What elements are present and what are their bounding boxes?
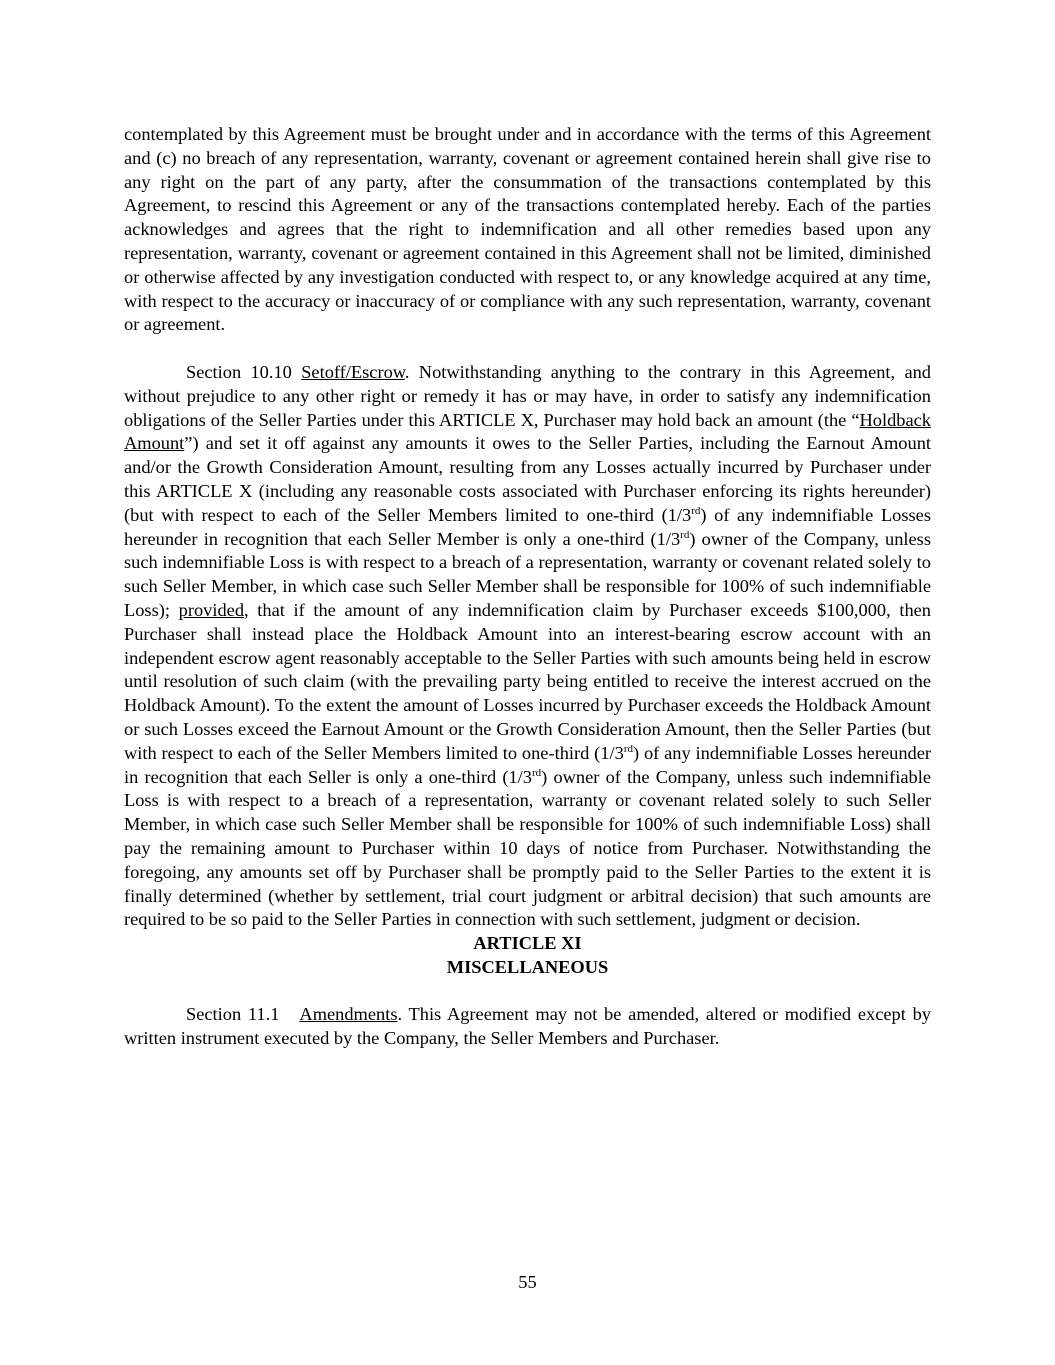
holdback-amount-term: Holdback Amount	[124, 409, 931, 454]
provided-term: provided	[178, 599, 245, 620]
section-10-10-text-5: , that if the amount of any indemnification claim by Purchaser exceeds $100,000, then Purchaser shall instead place the Holdback Amount into an interest-bearing escrow account with an independent escrow agent reasonably acceptable to the Seller Parties with such amounts being held in escrow until resolution of such claim (with the prevailing party being entitled to receive the interest accrued on the Holdback Amount). To the extent the amount of Losses incurred by Purchaser exceeds the Holdback Amount or such Losses exceed the Earnout Amount or the Growth Consideration Amount, then the Seller Parties (but with respect to each of the Seller Members limited to one-third (1/3	[124, 599, 931, 763]
page-number: 55	[518, 1272, 537, 1292]
superscript-rd: rd	[531, 766, 542, 779]
article-heading: ARTICLE XI	[473, 933, 582, 954]
section-10-10-text-6: ) of any indemnifiable Losses hereunder in recognition that each Seller is only a one-third (1/3	[124, 742, 931, 787]
section-11-1	[124, 1003, 931, 1051]
section-10-10-title: Setoff/Escrow	[301, 361, 405, 382]
section-10-10-text-3: ) of any indemnifiable Losses hereunder in recognition that each Seller Member is only a one-third (1/3	[124, 504, 932, 549]
section-10-10-number: Section 10.10	[186, 361, 292, 382]
section-10-10	[124, 361, 931, 932]
section-11-1-title: Amendments	[299, 1004, 398, 1025]
section-10-10-text-1: . Notwithstanding anything to the contrary in this Agreement, and without prejudice to any other right or remedy it has or may have, in order to satisfy any indemnification obligations of the Seller Parties under this ARTICLE X, Purchaser may hold back an amount (the “	[124, 361, 932, 430]
section-11-1-text: . This Agreement may not be amended, altered or modified except by written instrument executed by the Company, the Seller Members and Purchaser.	[124, 1004, 931, 1049]
section-10-10-text-2: ”) and set it off against any amounts it owes to the Seller Parties, including the Earnout Amount and/or the Growth Consideration Amount, resulting from any Losses actually incurred by Purchaser under this ARTICLE X (including any reasonable costs associated with Purchaser enforcing its rights hereunder) (but with respect to each of the Seller Members limited to one-third (1/3	[124, 433, 931, 525]
section-11-1-number: Section 11.1	[186, 1004, 280, 1025]
document-page	[124, 123, 931, 1051]
section-10-10-text-4: ) owner of the Company, unless such indemnifiable Loss is with respect to a breach of a representation, warranty or covenant related solely to such Seller Member, in which case such Seller Member shall be responsible for 100% of such indemnifiable Loss);	[124, 528, 931, 620]
superscript-rd: rd	[623, 742, 633, 755]
paragraph-continuation: contemplated by this Agreement must be brought under and in accordance with the terms of this Agreement and (c) no breach of any representation, warranty, covenant or agreement contained herein shall give rise to any right on the part of any party, after the consummation of the transactions contemplated by this Agreement, to rescind this Agreement or any of the transactions contemplated hereby. Each of the parties acknowledges and agrees that the right to indemnification and all other remedies based upon any representation, warranty, covenant or agreement contained in this Agreement shall not be limited, diminished or otherwise affected by any investigation conducted with respect to, or any knowledge acquired at any time, with respect to the accuracy or inaccuracy of or compliance with any such representation, warranty, covenant or agreement.	[124, 124, 931, 335]
superscript-rd: rd	[680, 528, 690, 541]
section-10-10-text-7: ) owner of the Company, unless such indemnifiable Loss is with respect to a breach of a representation, warranty or covenant related solely to such Seller Member, in which case such Seller Member shall be responsible for 100% of such indemnifiable Loss) shall pay the remaining amount to Purchaser within 10 days of notice from Purchaser. Notwithstanding the foregoing, any amounts set off by Purchaser shall be promptly paid to the Seller Parties to the extent it is finally determined (whether by settlement, trial court judgment or arbitral decision) that such amounts are required to be so paid to the Seller Parties in connection with such settlement, judgment or decision.	[124, 766, 931, 930]
article-title: MISCELLANEOUS	[446, 956, 609, 977]
superscript-rd: rd	[691, 504, 701, 517]
